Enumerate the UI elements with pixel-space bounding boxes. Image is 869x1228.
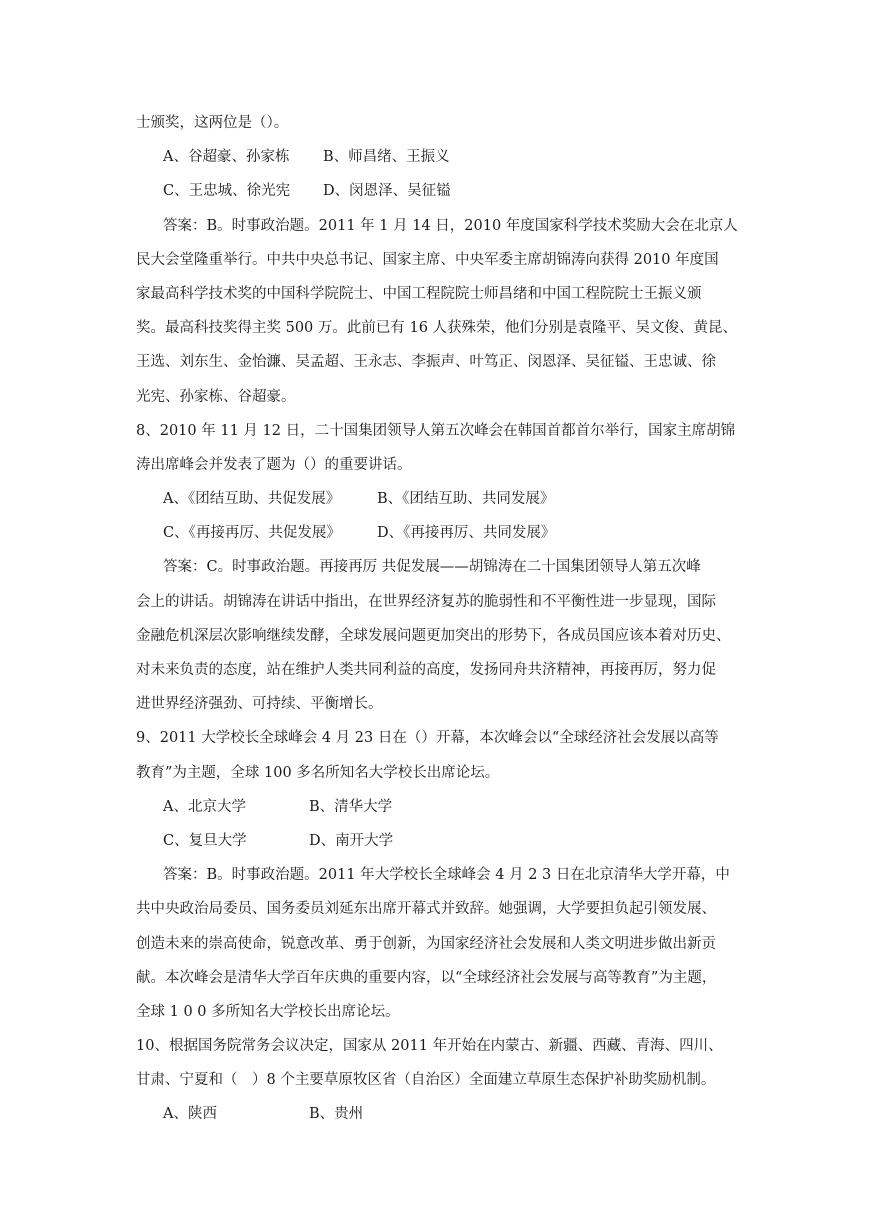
q9-options-row bbox=[136, 824, 736, 858]
q7-option-a: A、谷超豪、孙家栋 bbox=[163, 149, 290, 166]
q8-option-b: B、《团结互助、共同发展》 bbox=[377, 491, 555, 508]
q8-answer-line: 对未来负责的态度，站在维护人类共同利益的高度，发扬同舟共济精神，再接再厉，努力促 bbox=[136, 662, 716, 678]
q7-option-d: D、闵恩泽、吴征镒 bbox=[323, 183, 451, 200]
q7-option-c: C、王忠城、徐光宪 bbox=[163, 183, 291, 200]
q9-answer-line: 共中央政治局委员、国务委员刘延东出席开幕式并致辞。她强调，大学要担负起引领发展、 bbox=[136, 901, 716, 918]
q8-option-c: C、《再接再厉、共促发展》 bbox=[163, 525, 341, 542]
q7-options-row bbox=[136, 174, 736, 208]
q9-option-a: A、北京大学 bbox=[163, 798, 246, 815]
q8-answer-line: 答案：C。时事政治题。再接再厉 共促发展——胡锦涛在二十国集团领导人第五次峰 bbox=[163, 559, 701, 576]
q8-question-line: 涛出席峰会并发表了题为（）的重要讲话。 bbox=[136, 456, 412, 473]
q9-answer-line: 全球 1 0 0 多所知名大学校长出席论坛。 bbox=[136, 1003, 400, 1020]
q9-option-b: B、清华大学 bbox=[309, 798, 393, 815]
q9-question-line: 教育”为主题，全球 100 多名所知名大学校长出席论坛。 bbox=[136, 764, 500, 781]
q10-option-b: B、贵州 bbox=[309, 1106, 364, 1123]
q8-answer-line: 进世界经济强劲、可持续、平衡增长。 bbox=[136, 696, 383, 713]
q7-options-row bbox=[136, 140, 736, 174]
q9-answer-line: 创造未来的崇高使命，锐意改革、勇于创新，为国家经济社会发展和人类文明进步做出新贡 bbox=[136, 935, 716, 952]
q8-question-line: 8、2010 年 11 月 12 日，二十国集团领导人第五次峰会在韩国首都首尔举行，国家主席胡锦 bbox=[136, 422, 736, 439]
q10-question-line: 甘肃、宁夏和（ ）8 个主要草原牧区省（自治区）全面建立草原生态保护补助奖励机制。 bbox=[136, 1072, 716, 1089]
q8-answer-line: 金融危机深层次影响继续发酵，全球发展问题更加突出的形势下，各成员国应该本着对历史、 bbox=[136, 627, 731, 644]
q7-answer-line: 家最高科学技术奖的中国科学院院士、中国工程院院士师昌绪和中国工程院院士王振义颁 bbox=[136, 285, 702, 302]
q8-option-a: A、《团结互助、共促发展》 bbox=[163, 491, 341, 508]
q8-options-row bbox=[136, 516, 736, 550]
q8-answer-line: 会上的讲话。胡锦涛在讲话中指出，在世界经济复苏的脆弱性和不平衡性进一步显现，国际 bbox=[136, 593, 716, 610]
q7-answer-line: 民大会堂隆重举行。中共中央总书记、国家主席、中央军委主席胡锦涛向获得 2010 年度国 bbox=[136, 251, 719, 268]
q8-option-d: D、《再接再厉、共同发展》 bbox=[377, 525, 556, 542]
q7-option-b: B、师昌绪、王振义 bbox=[323, 149, 450, 166]
q7-answer-line: 奖。最高科技奖得主奖 500 万。此前已有 16 人获殊荣，他们分别是袁隆平、吴文俊、黄昆、 bbox=[136, 320, 738, 337]
q9-option-c: C、复旦大学 bbox=[163, 832, 247, 849]
q7-answer-line: 王选、刘东生、金怡濂、吴孟超、王永志、李振声、叶笃正、闵恩泽、吴征镒、王忠诚、徐 bbox=[136, 354, 716, 371]
q7-answer-line: 答案：B。时事政治题。2011 年 1 月 14 日，2010 年度国家科学技术奖励大会在北京人 bbox=[163, 217, 738, 234]
q10-options-row bbox=[136, 1097, 736, 1131]
q10-question-line: 10、根据国务院常务会议决定，国家从 2011 年开始在内蒙古、新疆、西藏、青海、四川、 bbox=[136, 1038, 723, 1055]
document-body bbox=[136, 106, 736, 1132]
q7-question-tail: 士颁奖，这两位是（）。 bbox=[136, 115, 289, 131]
q10-option-a: A、陕西 bbox=[163, 1106, 217, 1123]
q8-options-row bbox=[136, 482, 736, 516]
q9-option-d: D、南开大学 bbox=[309, 832, 394, 849]
q7-answer-line: 光宪、孙家栋、谷超豪。 bbox=[136, 388, 296, 405]
q9-answer-line: 献。本次峰会是清华大学百年庆典的重要内容，以“全球经济社会发展与高等教育”为主题， bbox=[136, 969, 717, 986]
q9-answer-line: 答案：B。时事政治题。2011 年大学校长全球峰会 4 月 2 3 日在北京清华大学开幕，中 bbox=[163, 867, 730, 884]
q9-question-line: 9、2011 大学校长全球峰会 4 月 23 日在（）开幕，本次峰会以“全球经济社会发展以高等 bbox=[136, 730, 719, 747]
q9-options-row bbox=[136, 790, 736, 824]
